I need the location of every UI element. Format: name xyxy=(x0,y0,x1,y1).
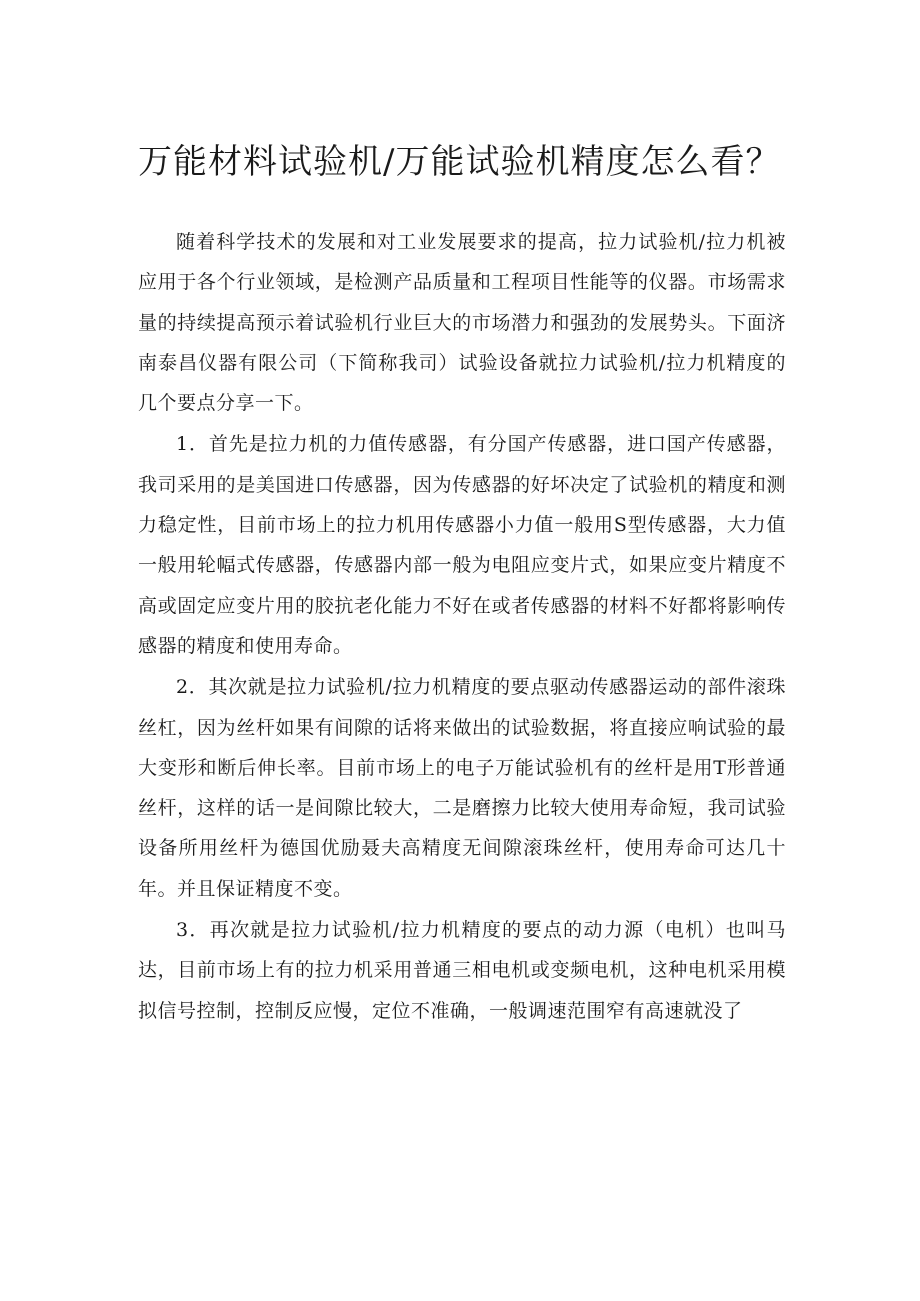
paragraph-point-1: 1．首先是拉力机的力值传感器，有分国产传感器，进口国产传感器，我司采用的是美国进口传感器，因为传感器的好坏决定了试验机的精度和测力稳定性，目前市场上的拉力机用传感器小力值一般用S型传感器，大力值一般用轮幅式传感器，传感器内部一般为电阻应变片式，如果应变片精度不高或固定应变片用的胶抗老化能力不好在或者传感器的材料不好都将影响传感器的精度和使用寿命。 xyxy=(138,433,786,657)
article-body xyxy=(138,222,786,1031)
page-title: 万能材料试验机/万能试验机精度怎么看？ xyxy=(138,142,781,182)
paragraph-point-2: 2．其次就是拉力试验机/拉力机精度的要点驱动传感器运动的部件滚珠丝杠，因为丝杆如果有间隙的话将来做出的试验数据，将直接应响试验的最大变形和断后伸长率。目前市场上的电子万能试验机有的丝杆是用T形普通丝杆，这样的话一是间隙比较大，二是磨擦力比较大使用寿命短，我司试验设备所用丝杆为德国优励聂夫高精度无间隙滚珠丝杆，使用寿命可达几十年。并且保证精度不变。 xyxy=(138,676,786,900)
paragraph-point-3: 3．再次就是拉力试验机/拉力机精度的要点的动力源（电机）也叫马达，目前市场上有的拉力机采用普通三相电机或变频电机，这种电机采用模拟信号控制，控制反应慢，定位不准确，一般调速范围窄有高速就没了 xyxy=(138,919,786,1022)
paragraph-intro: 随着科学技术的发展和对工业发展要求的提高，拉力试验机/拉力机被应用于各个行业领域，是检测产品质量和工程项目性能等的仪器。市场需求量的持续提高预示着试验机行业巨大的市场潜力和强劲的发展势头。下面济南泰昌仪器有限公司（下简称我司）试验设备就拉力试验机/拉力机精度的几个要点分享一下。 xyxy=(138,231,786,415)
